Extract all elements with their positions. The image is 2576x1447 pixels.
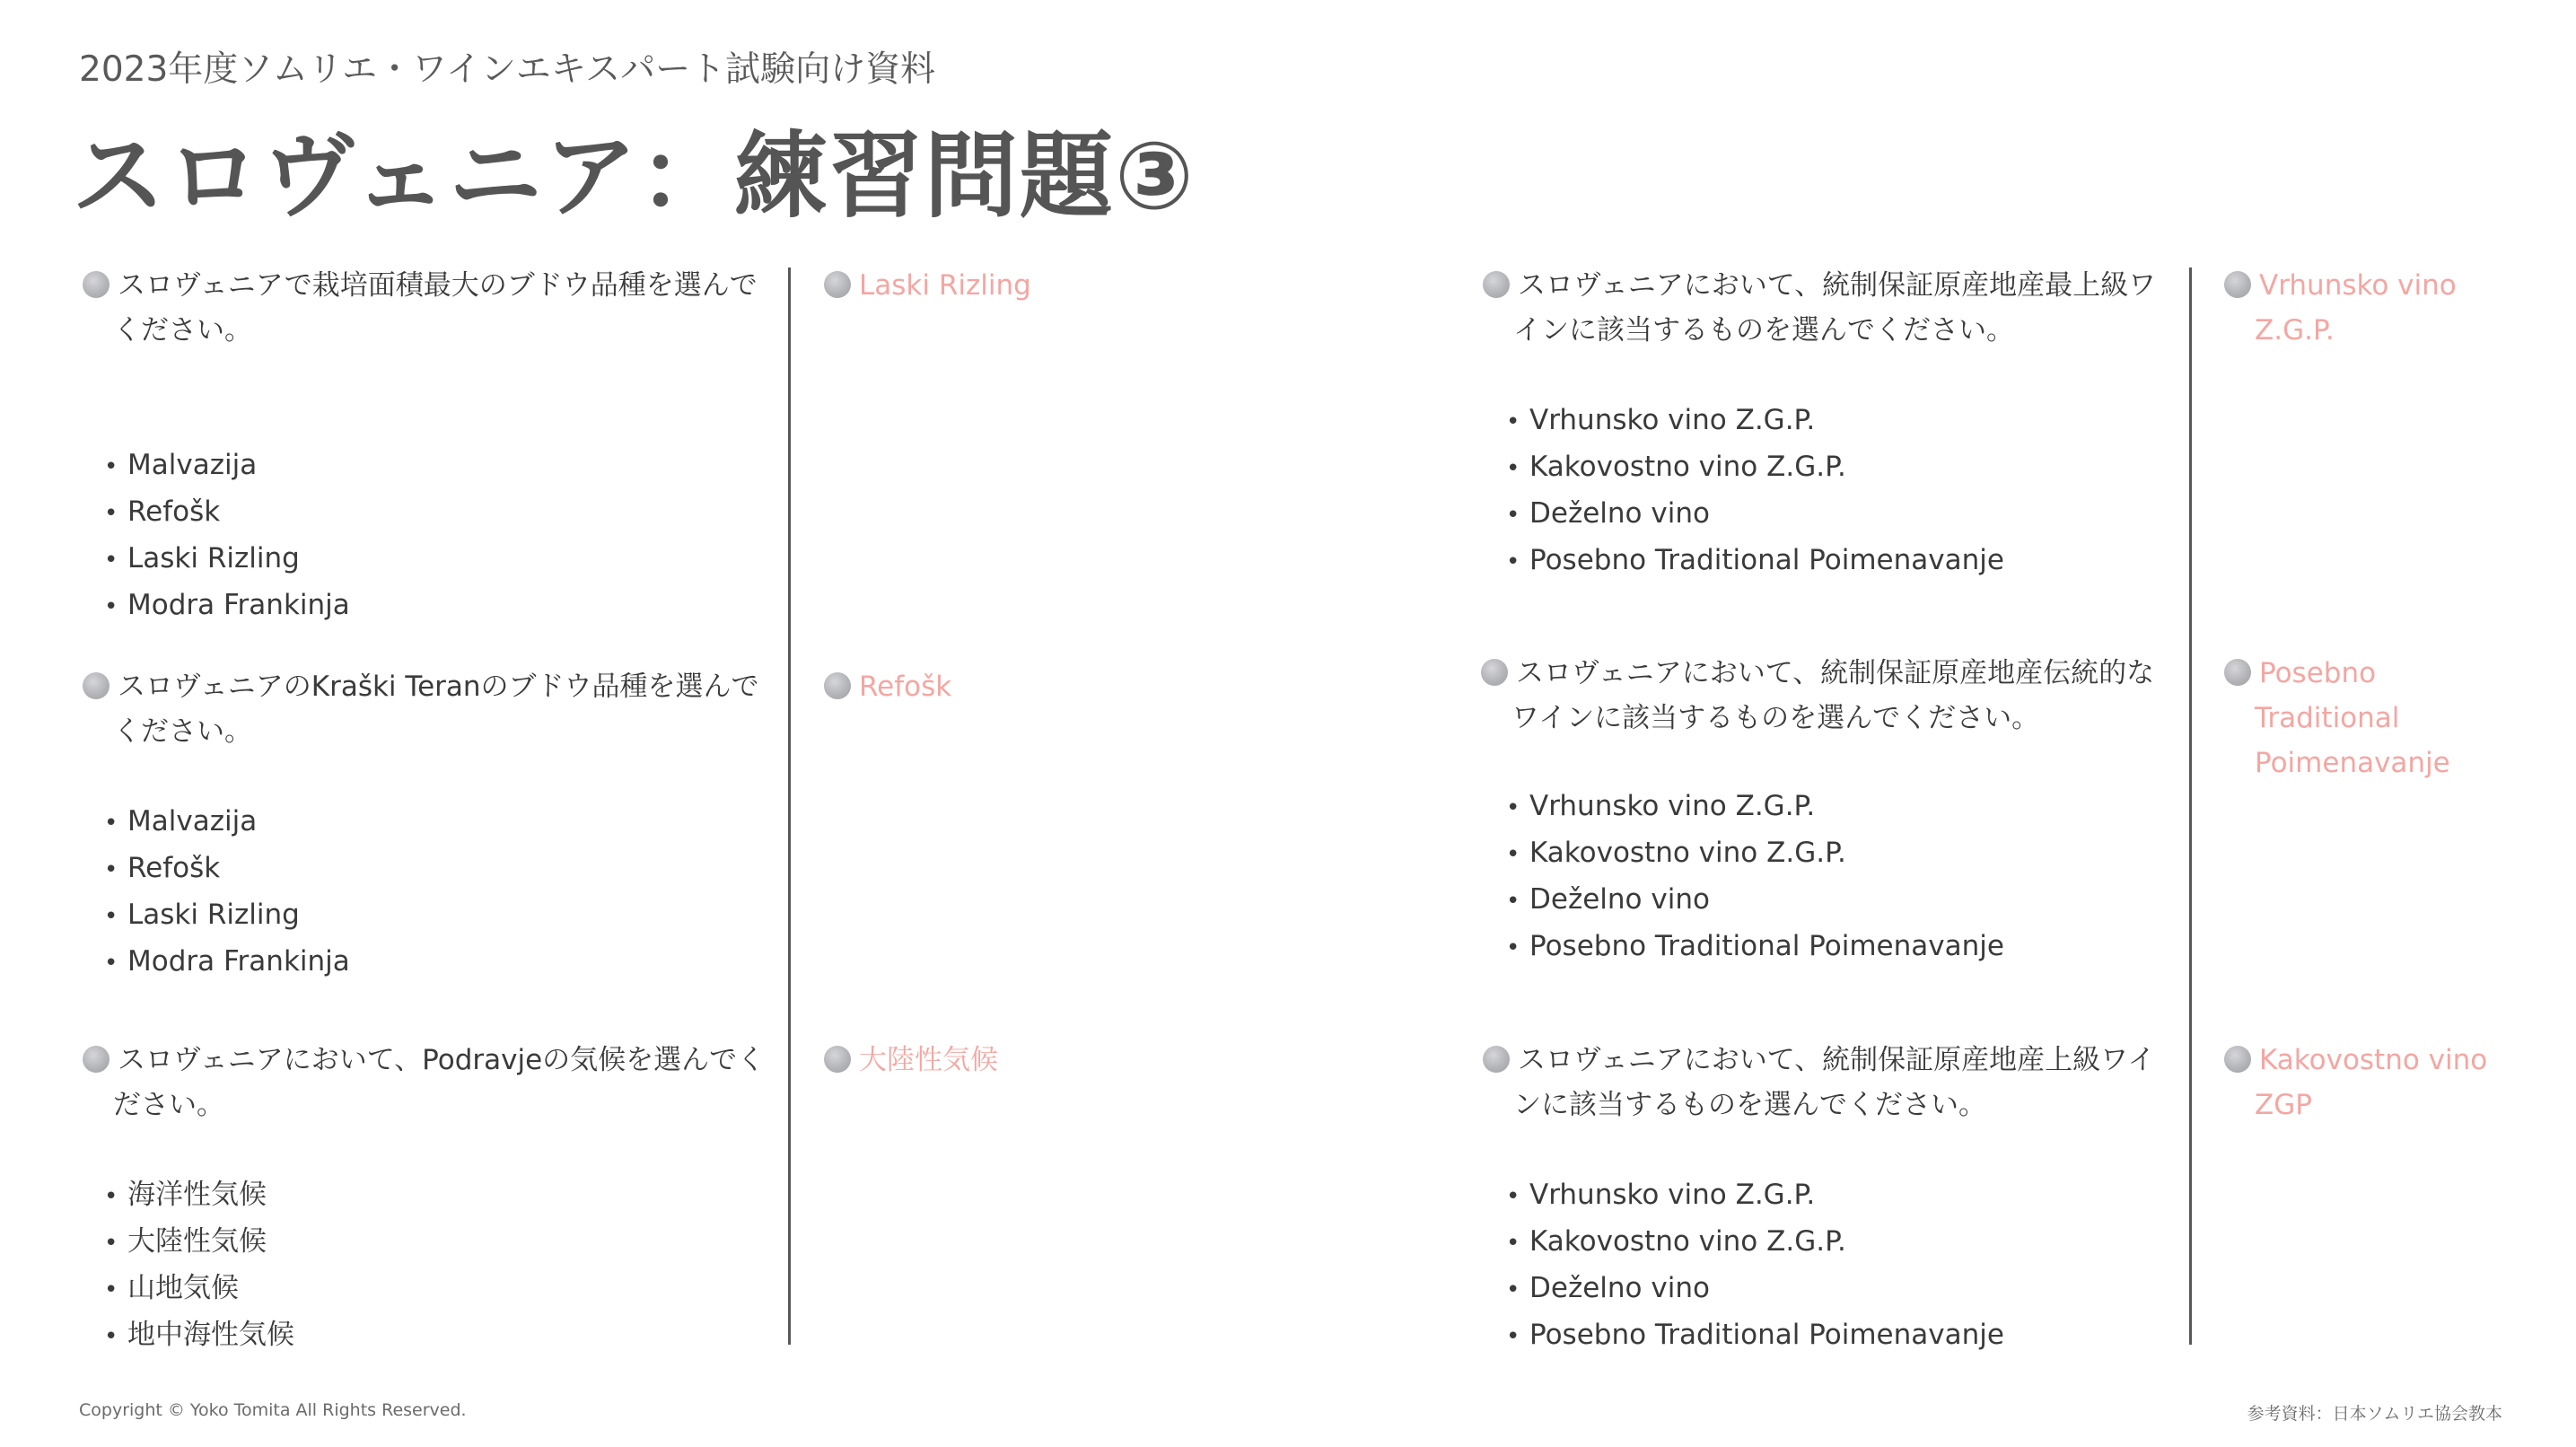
left-column-divider [788, 267, 791, 1345]
option-item: • Posebno Traditional Poimenavanje [1506, 1312, 2004, 1359]
bullet-dot-icon [824, 271, 851, 298]
bullet-dot-icon [2224, 1046, 2251, 1073]
option-item: • Laski Rizling [104, 892, 350, 939]
question-5 [1477, 651, 2177, 741]
option-item: • 海洋性気候 [104, 1172, 294, 1219]
question-text: スロヴェニアで栽培面積最大のブドウ品種を選んでください。 [113, 269, 758, 346]
bullet-dot-icon [83, 1046, 110, 1073]
question-text: スロヴェニアにおいて、統制保証原産地産上級ワインに該当するものを選んでください。 [1513, 1044, 2156, 1121]
question-3 [79, 1038, 770, 1127]
slide-title: スロヴェニア：練習問題③ [72, 121, 1196, 231]
option-item: • Kakovostno vino Z.G.P. [1506, 444, 2004, 491]
bullet-dot-icon [824, 1046, 851, 1073]
question-6 [1479, 1038, 2179, 1127]
option-item: • Malvazija [104, 443, 350, 489]
question-5-options [1506, 784, 2004, 970]
option-item: • Vrhunsko vino Z.G.P. [1506, 784, 2004, 830]
option-item: • 地中海性気候 [104, 1312, 294, 1359]
answer-text: 大陸性気候 [859, 1044, 998, 1076]
answer-3 [820, 1038, 1323, 1083]
question-2-options [104, 799, 350, 986]
bullet-dot-icon [2224, 271, 2251, 298]
question-6-options [1506, 1172, 2004, 1359]
answer-text: Refošk [859, 671, 952, 703]
option-item: • Posebno Traditional Poimenavanje [1506, 538, 2004, 584]
option-item: • Kakovostno vino Z.G.P. [1506, 830, 2004, 877]
question-1 [79, 263, 770, 353]
option-item: • Deželno vino [1506, 877, 2004, 924]
answer-text: Kakovostno vino ZGP [2255, 1044, 2488, 1121]
question-text: スロヴェニアにおいて、統制保証原産地産最上級ワインに該当するものを選んでください。 [1513, 269, 2157, 346]
question-2 [79, 664, 770, 754]
answer-6 [2221, 1038, 2490, 1127]
question-text: スロヴェニアにおいて、統制保証原産地産伝統的なワインに該当するものを選んでください。 [1511, 657, 2155, 734]
answer-text: Vrhunsko vino Z.G.P. [2255, 269, 2457, 346]
option-item: • Malvazija [104, 799, 350, 846]
bullet-dot-icon [1483, 1046, 1510, 1073]
answer-text: Laski Rizling [859, 269, 1031, 302]
option-item: • Kakovostno vino Z.G.P. [1506, 1219, 2004, 1266]
right-column-divider [2189, 267, 2192, 1345]
reference-note: 参考資料：日本ソムリエ協会教本 [2247, 1404, 2502, 1424]
question-1-options [104, 443, 350, 629]
question-text: スロヴェニアにおいて、Podravjeの気候を選んでください。 [113, 1044, 766, 1121]
option-item: • 山地気候 [104, 1266, 294, 1312]
bullet-dot-icon [83, 672, 110, 699]
option-item: • Modra Frankinja [104, 583, 350, 629]
option-item: • Refošk [104, 489, 350, 536]
bullet-dot-icon [1481, 659, 1508, 686]
answer-1 [820, 263, 1323, 308]
question-4 [1479, 263, 2179, 353]
option-item: • Refošk [104, 846, 350, 892]
answer-text: Posebno Traditional Poimenavanje [2255, 657, 2450, 779]
bullet-dot-icon [1483, 271, 1510, 298]
answer-4 [2221, 263, 2490, 353]
option-item: • Deželno vino [1506, 491, 2004, 538]
question-4-options [1506, 398, 2004, 584]
copyright-notice: Copyright © Yoko Tomita All Rights Reserved. [79, 1400, 467, 1420]
question-3-options [104, 1172, 294, 1359]
question-text: スロヴェニアのKraški Teranのブドウ品種を選んでください。 [113, 671, 759, 748]
option-item: • Vrhunsko vino Z.G.P. [1506, 1172, 2004, 1219]
answer-5 [2221, 651, 2454, 785]
option-item: • Posebno Traditional Poimenavanje [1506, 924, 2004, 970]
bullet-dot-icon [2224, 659, 2251, 686]
option-item: • Modra Frankinja [104, 939, 350, 986]
option-item: • 大陸性気候 [104, 1219, 294, 1266]
bullet-dot-icon [824, 672, 851, 699]
answer-2 [820, 664, 1323, 709]
option-item: • Deželno vino [1506, 1266, 2004, 1312]
option-item: • Laski Rizling [104, 536, 350, 583]
bullet-dot-icon [83, 271, 110, 298]
slide-subtitle: 2023年度ソムリエ・ワインエキスパート試験向け資料 [79, 49, 936, 90]
option-item: • Vrhunsko vino Z.G.P. [1506, 398, 2004, 444]
